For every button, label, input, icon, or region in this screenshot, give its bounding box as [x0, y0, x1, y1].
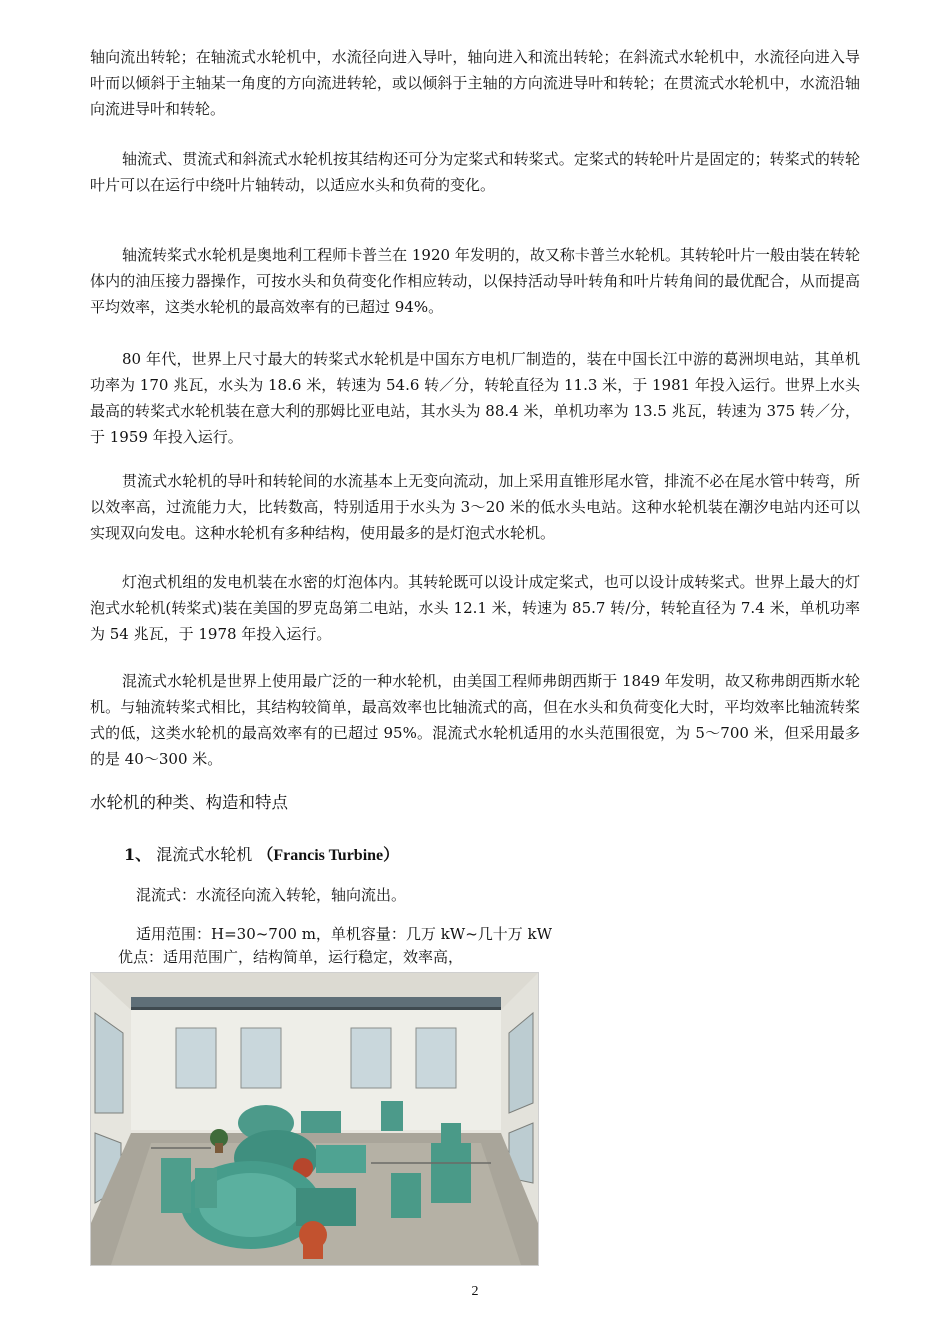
subsection-number: 1、 — [124, 845, 152, 864]
paragraph-tubular-turbine: 贯流式水轮机的导叶和转轮间的水流基本上无变向流动，加上采用直锥形尾水管，排流不必在尾水管中转弯，所以效率高，过流能力大，比转数高，特别适用于水头为 3～20 米的低水头电站。这种水轮机装在潮汐电站内还可以实现双向发电。这种水轮机有多种结构，使用最多的是灯泡式水轮机。 — [90, 472, 860, 542]
subsection-heading — [124, 842, 399, 869]
paragraph-gezhouba-record: 80 年代，世界上尺寸最大的转桨式水轮机是中国东方电机厂制造的，装在中国长江中游的葛洲坝电站，其单机功率为 170 兆瓦，水头为 18.6 米，转速为 54.6 转／分，转轮直径为 11.3 米，于 1981 年投入运行。世界上水头最高的转桨式水轮机装在意大利的那姆比亚电站，其水头为 88.4 米，单机功率为 13.5 兆瓦，转速为 375 转／分，于 1959 年投入运行。 — [90, 350, 860, 446]
subsection-title: 混流式水轮机 — [156, 845, 253, 864]
francis-advantages: 优点：适用范围广，结构简单，运行稳定，效率高， — [118, 948, 464, 966]
paragraph-bulb-turbine: 灯泡式机组的发电机装在水密的灯泡体内。其转轮既可以设计成定桨式，也可以设计成转桨式。世界上最大的灯泡式水轮机(转桨式)装在美国的罗克岛第二电站，水头 12.1 米，转速为 85.7 转/分，转轮直径为 7.4 米，单机功率为 54 兆瓦，于 1978 年投入运行。 — [90, 573, 860, 643]
paragraph-francis-overview: 混流式水轮机是世界上使用最广泛的一种水轮机，由美国工程师弗朗西斯于 1849 年发明，故又称弗朗西斯水轮机。与轴流转桨式相比，其结构较简单，最高效率也比轴流式的高，但在水头和负荷变化大时，平均效率比轴流转桨式的低，这类水轮机的最高效率有的已超过 95%。混流式水轮机适用的水头范围很宽，为 5～700 米，但采用最多的是 40～300 米。 — [90, 672, 860, 768]
section-heading: 水轮机的种类、构造和特点 — [90, 793, 288, 812]
paragraph-fixed-vs-adjustable-blade: 轴流式、贯流式和斜流式水轮机按其结构还可分为定桨式和转桨式。定桨式的转轮叶片是固定的；转桨式的转轮叶片可以在运行中绕叶片轴转动，以适应水头和负荷的变化。 — [90, 150, 860, 194]
powerhouse-photo — [90, 972, 539, 1266]
subsection-english-title: （Francis Turbine） — [257, 847, 400, 864]
paragraph-flow-direction: 轴向流出转轮；在轴流式水轮机中，水流径向进入导叶，轴向进入和流出转轮；在斜流式水轮机中，水流径向进入导叶而以倾斜于主轴某一角度的方向流进转轮，或以倾斜于主轴的方向流进导叶和转轮；在贯流式水轮机中，水流沿轴向流进导叶和转轮。 — [90, 48, 860, 118]
page-number: 2 — [471, 1284, 479, 1299]
paragraph-kaplan-turbine: 轴流转桨式水轮机是奥地利工程师卡普兰在 1920 年发明的，故又称卡普兰水轮机。其转轮叶片一般由装在转轮体内的油压接力器操作，可按水头和负荷变化作相应转动，以保持活动导叶转角和叶片转角间的最优配合，从而提高平均效率，这类水轮机的最高效率有的已超过 94%。 — [90, 246, 860, 316]
francis-application-range: 适用范围：H=30~700 m，单机容量：几万 kW~几十万 kW — [136, 925, 553, 943]
francis-definition: 混流式：水流径向流入转轮，轴向流出。 — [136, 886, 407, 904]
